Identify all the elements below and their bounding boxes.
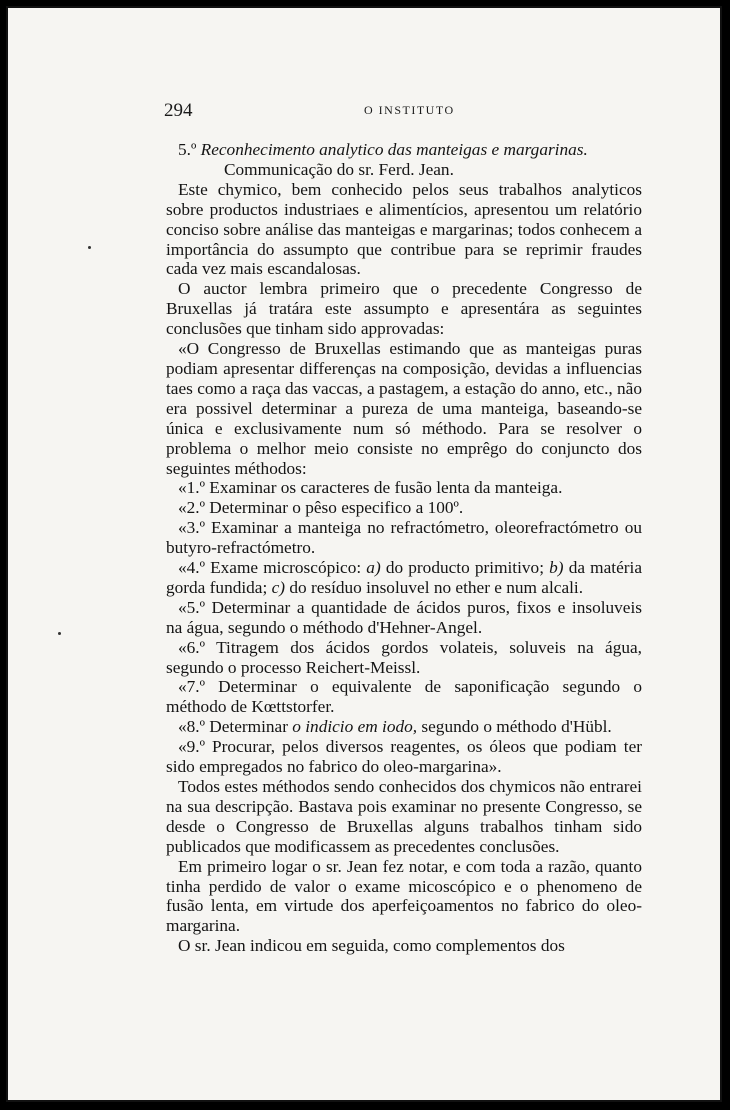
method-item-9: «9.º Procurar, pelos diversos reagentes, os óleos que podiam ter sido empregados no fabrico do oleo-margarina».: [166, 737, 642, 777]
item-text: segundo o méthodo d'Hübl.: [417, 717, 612, 737]
method-item-6: «6.º Titragem dos ácidos gordos volateis, soluveis na água, segundo o processo Reichert-Meissl.: [166, 637, 642, 677]
page-number: 294: [164, 100, 193, 121]
paragraph: O sr. Jean indicou em seguida, como complementos dos: [178, 936, 565, 956]
method-item-4: [166, 558, 642, 598]
paragraph: Todos estes méthodos sendo conhecidos dos chymicos não entrarei na sua descripção. Bastava pois examinar no presente Congresso, se desde o Congresso de Bruxellas alguns trabalhos tinham sido publicados que modificassem as precedentes conclusões.: [166, 777, 642, 856]
method-item-7: «7.º Determinar o equivalente de saponificação segundo o méthodo de Kœttstorfer.: [166, 677, 642, 717]
item-mark: a): [366, 558, 381, 578]
paragraph: O auctor lembra primeiro que o precedente Congresso de Bruxellas já tratára este assumpto e apresentára as seguintes conclusões que tinham sido approvadas:: [166, 279, 642, 339]
item-mark: c): [271, 577, 286, 597]
item-text: «4.º Exame microscópico:: [178, 558, 367, 578]
method-item-8: [166, 717, 642, 737]
method-item-3: «3.º Examinar a manteiga no refractómetro, oleorefractómetro ou butyro-refractómetro.: [166, 518, 642, 558]
item-text: da matéria gorda fundida;: [166, 558, 642, 597]
section-number: 5.º: [178, 140, 197, 159]
running-head: O INSTITUTO: [364, 103, 455, 117]
paragraph: Este chymico, bem conhecido pelos seus trabalhos analyticos sobre productos industriaes e alimentícios, apresentou um relatório conciso sobre análise das manteigas e margarinas; todos conhecem a importância do assumpto que contribue para se reprimir fraudes cada vez mais escandalosas.: [166, 179, 642, 279]
item-mark: b): [549, 558, 564, 578]
item-text: «8.º Determinar: [178, 717, 293, 737]
section-subtitle: Communicação do sr. Ferd. Jean.: [224, 159, 454, 179]
section-title: Reconhecimento analytico das manteigas e margarinas.: [200, 140, 588, 159]
margin-speck: [88, 246, 91, 249]
method-item-5: «5.º Determinar a quantidade de ácidos puros, fixos e insoluveis na água, segundo o méthodo d'Hehner-Angel.: [166, 597, 642, 637]
paragraph: Em primeiro logar o sr. Jean fez notar, e com toda a razão, quanto tinha perdido de valor o exame micoscópico e o phenomeno de fusão lenta, em virtude dos aperfeiçoamentos no fabrico do oleo-margarina.: [166, 856, 642, 936]
item-emphasis: o indicio em iodo,: [292, 717, 418, 737]
section-heading: [166, 140, 642, 160]
item-text: do producto primitivo;: [380, 558, 550, 578]
method-item-2: «2.º Determinar o pêso especifico a 100º.: [178, 498, 464, 518]
body-text: [166, 140, 642, 956]
method-item-1: «1.º Examinar os caracteres de fusão lenta da manteiga.: [178, 478, 563, 498]
quoted-paragraph: «O Congresso de Bruxellas estimando que as manteigas puras podiam apresentar differenças na composição, devidas a influencias taes como a raça das vaccas, a pastagem, a estação do anno, etc., não era possivel determinar a pureza de uma manteiga, baseando-se única e exclusivamente num só méthodo. Para se resolver o problema o melhor meio consiste no emprêgo do conjuncto dos seguintes méthodos:: [166, 339, 642, 478]
item-text: do resíduo insoluvel no ether e num alcali.: [285, 577, 584, 597]
margin-speck: [58, 632, 61, 635]
page-header: [164, 100, 636, 124]
document-page: [6, 6, 722, 1102]
